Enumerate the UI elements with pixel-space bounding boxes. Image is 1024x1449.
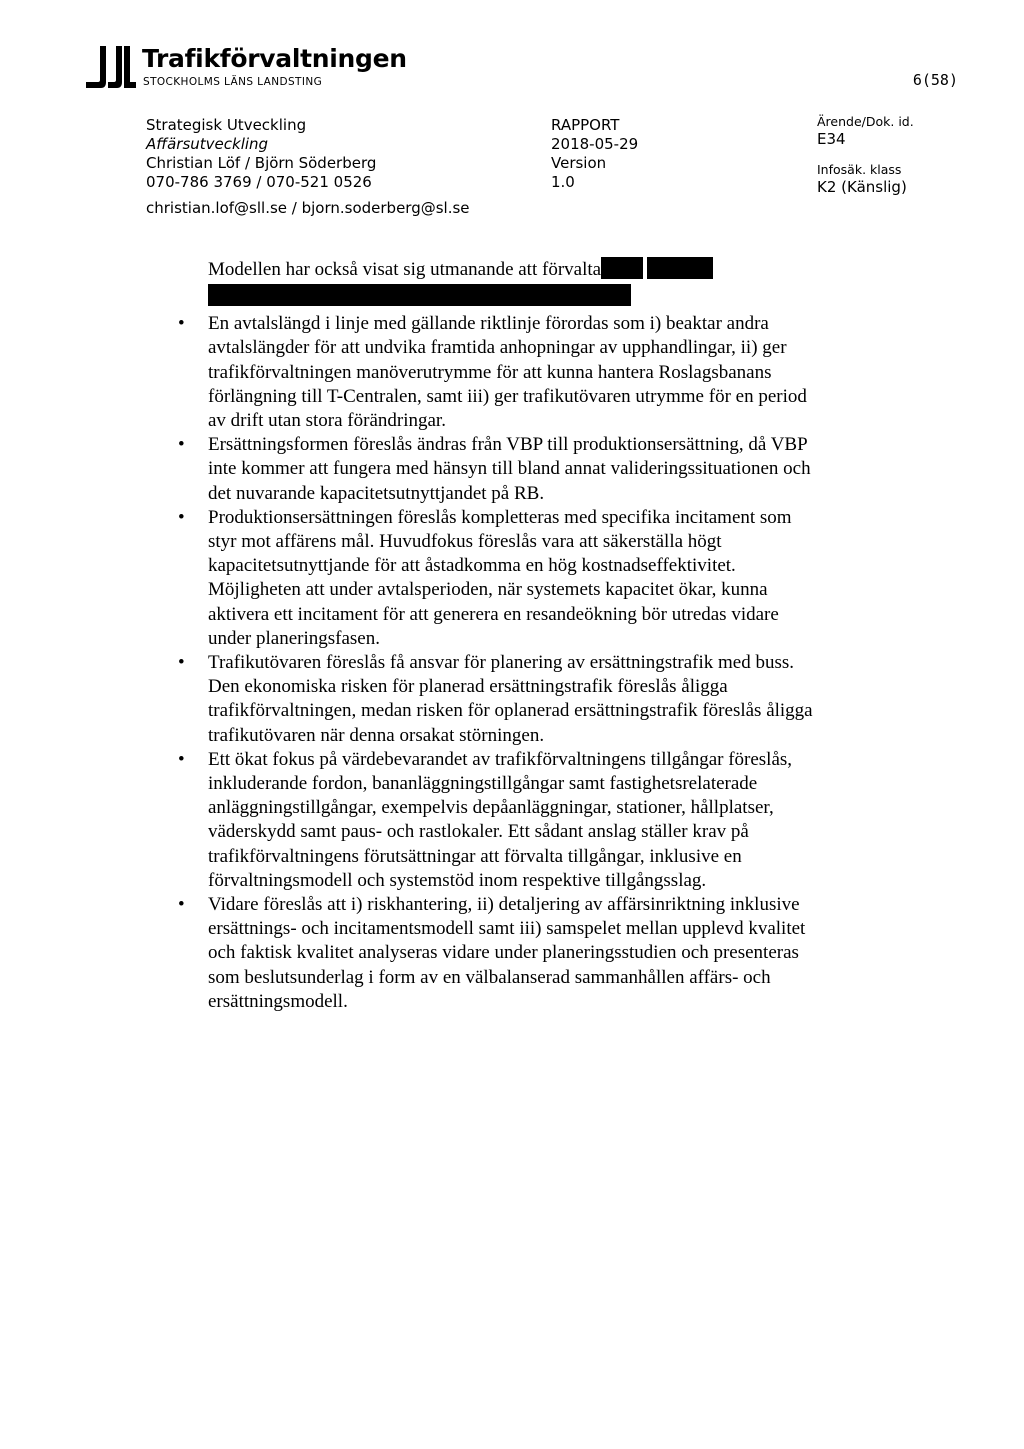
version-value: 1.0 [551, 173, 575, 191]
intro-line [208, 257, 823, 282]
list-item-text: Trafikutövaren föreslås få ansvar för planering av ersättningstrafik med buss. Den ekonomiska risken för planerad ersättningstrafik föreslås åligga trafikförvaltningen, medan risken för oplanerad ersättningstrafik föreslås åligga trafikutövaren när denna orsakat störningen. [208, 652, 813, 746]
list-item [178, 506, 823, 651]
page-number: 6(58) [912, 71, 958, 89]
list-item-text: En avtalslängd i linje med gällande riktlinje förordas som i) beaktar andra avtalslängder för att undvika framtida anhopningar av upphandlingar, ii) ger trafikförvaltningen manöverutrymme för att kunna hantera Roslagsbanans förlängning till T-Centralen, samt iii) ger trafikutövaren utrymme för en period av drift utan stora förändringar. [208, 313, 807, 432]
case-block [817, 114, 914, 198]
authors: Christian Löf / Björn Söderberg [146, 154, 377, 172]
class-value: K2 (Känslig) [817, 178, 907, 196]
list-item [178, 651, 823, 748]
bullet-list [178, 312, 823, 1014]
bullet-icon: • [178, 506, 185, 528]
redaction-box [601, 257, 643, 279]
list-item-text: Ett ökat fokus på värdebevarandet av trafikförvaltningens tillgångar föreslås, inkluderande fordon, bananläggningstillgångar samt fastighetsrelaterade anläggningstillgångar, exempelvis depåanläggningar, stationer, hållplatser, väderskydd samt paus- och rastlokaler. Ett sådant anslag ställer krav på trafikförvaltningens förutsättningar att förvalta tillgångar, inklusive en förvaltningsmodell och systemstöd inom respektive tillgångsslag. [208, 748, 793, 891]
list-item [178, 312, 823, 433]
bullet-icon: • [178, 894, 185, 916]
unit: Affärsutveckling [146, 135, 269, 153]
doc-type: RAPPORT [551, 116, 620, 134]
list-item [178, 433, 823, 506]
redaction-box [647, 257, 713, 279]
case-label: Ärende/Dok. id. [817, 114, 914, 129]
list-item-text: Ersättningsformen föreslås ändras från VBP till produktionsersättning, då VBP inte kommer att fungera med hänsyn till bland annat valideringssituationen och det nuvarande kapacitetsutnyttjandet på RB. [208, 434, 811, 504]
bullet-icon: • [178, 748, 185, 770]
doc-date: 2018-05-29 [551, 135, 639, 153]
class-label: Infosäk. klass [817, 162, 902, 177]
bullet-icon: • [178, 313, 185, 335]
intro-text: Modellen har också visat sig utmanande att förvalta [208, 259, 602, 280]
list-item-text: Produktionsersättningen föreslås kompletteras med specifika incitament som styr mot affärens mål. Huvudfokus föreslås vara att säkerställa högt kapacitetsutnyttjande för att åstadkomma en hög kostnadseffektivitet. Möjligheten att under avtalsperioden, när systemets kapacitet ökar, kunna aktivera ett incitament för att generera en resandeökning bör utredas vidare under planeringsfasen. [208, 506, 792, 649]
logo-mark-icon [84, 44, 136, 90]
phones: 070-786 3769 / 070-521 0526 [146, 173, 372, 191]
contact-emails: christian.lof@sll.se / bjorn.soderberg@sl.se [146, 199, 470, 217]
redaction-bar [208, 284, 631, 306]
logo [84, 44, 407, 92]
department: Strategisk Utveckling [146, 116, 307, 134]
bullet-icon: • [178, 434, 185, 456]
author-block [146, 116, 376, 192]
body-text [178, 257, 823, 1014]
bullet-icon: • [178, 652, 185, 674]
list-item-text: Vidare föreslås att i) riskhantering, ii) detaljering av affärsinriktning inklusive ersättnings- och incitamentsmodell samt iii) samspelet mellan upplevd kvalitet och faktisk kvalitet analyseras vidare under planeringsstudien och presenteras som beslutsunderlag i form av en välbalanserad sammanhållen affärs- och ersättningsmodell. [208, 894, 806, 1012]
list-item [178, 893, 823, 1014]
report-block [551, 116, 638, 192]
case-id: E34 [817, 130, 846, 148]
logo-name: Trafikförvaltningen [142, 44, 407, 73]
list-item [178, 748, 823, 893]
version-label: Version [551, 154, 607, 172]
logo-subtitle: STOCKHOLMS LÄNS LANDSTING [143, 76, 323, 88]
